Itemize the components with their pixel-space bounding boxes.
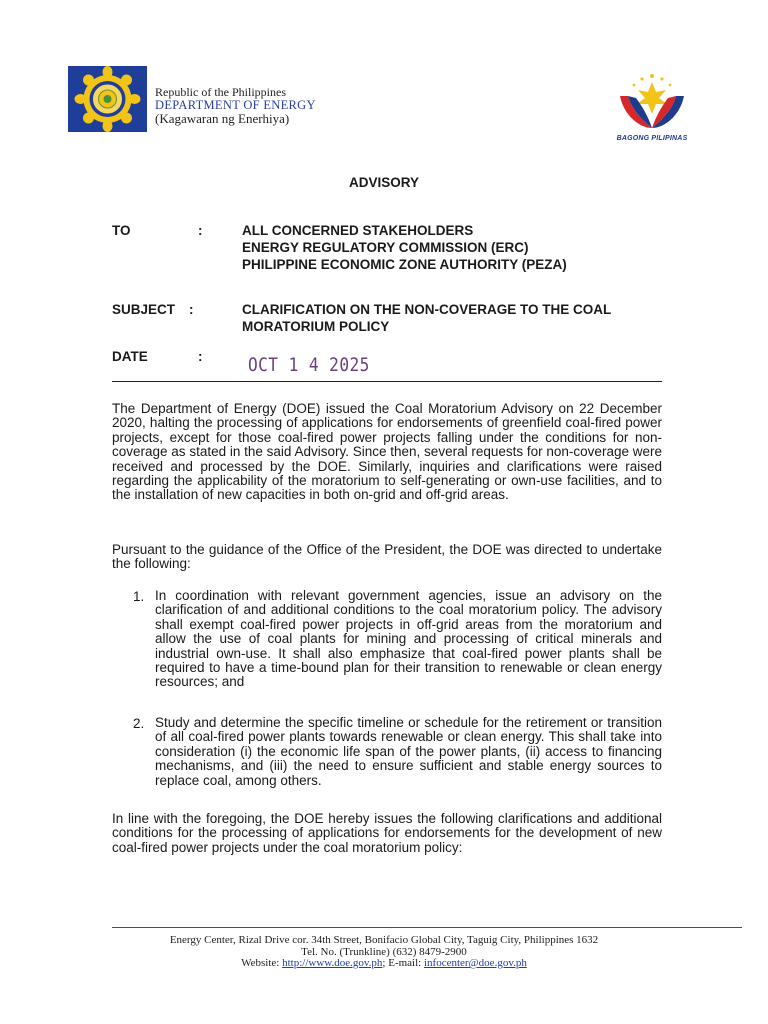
- advisory-title: ADVISORY: [348, 175, 419, 190]
- subject-colon: :: [189, 302, 194, 317]
- bagong-pilipinas-logo: [614, 70, 690, 132]
- recipients-list: [242, 222, 567, 273]
- footer-contact: [0, 958, 768, 970]
- subject-label: SUBJECT: [112, 302, 176, 317]
- body-paragraph-3: In line with the foregoing, the DOE hereby issues the following clarifications and additional conditions for the processing of applications for endorsements for the development of new coal-fired power projects under the coal moratorium policy:: [112, 811, 662, 855]
- date-colon: :: [198, 349, 203, 364]
- to-colon: :: [198, 223, 203, 238]
- footer-tel: Tel. No. (Trunkline) (632) 8479-2900: [301, 945, 467, 958]
- to-label: TO: [112, 223, 131, 238]
- footer: [0, 935, 768, 970]
- header-divider: [112, 381, 662, 382]
- footer-address: Energy Center, Rizal Drive cor. 34th Street, Bonifacio Global City, Taguig City, Philippines 1632: [169, 934, 599, 946]
- subject-line-2: MORATORIUM POLICY: [242, 319, 390, 334]
- agency-department-name: DEPARTMENT OF ENERGY: [155, 98, 316, 112]
- list-item-2: Study and determine the specific timeline or schedule for the retirement or transition of all coal-fired power plants towards renewable or clean energy. This shall take into consideration (i) the economic life span of the power plants, (ii) access to financing mechanisms, and (iii) the need to ensure sufficient and stable energy sources to replace coal, among others.: [155, 715, 662, 788]
- doe-seal-logo: [68, 66, 147, 132]
- list-item-1: In coordination with relevant government agencies, issue an advisory on the clarification of and additional conditions to the coal moratorium policy. The advisory shall exempt coal-fired power projects in off-grid areas from the moratorium and allow the use of coal plants for mining and processing of critical minerals and industrial own-use. It shall also emphasize that coal-fired power plants shall be required to have a time-bound plan for their transition to renewable or clean energy resources; and: [155, 588, 662, 690]
- bagong-pilipinas-text: BAGONG PILIPINAS: [616, 135, 688, 142]
- date-label: DATE: [112, 349, 148, 364]
- recipient-2: ENERGY REGULATORY COMMISSION (ERC): [242, 240, 529, 255]
- subject-line-1: CLARIFICATION ON THE NON-COVERAGE TO THE COAL: [242, 302, 612, 317]
- footer-website-label: Website:: [241, 957, 283, 969]
- list-item-number-2: 2.: [133, 716, 145, 731]
- bagong-pilipinas-emblem-icon: [614, 70, 690, 132]
- doe-sun-seal-icon: [68, 66, 147, 132]
- footer-email-label: ; E-mail:: [382, 957, 424, 969]
- agency-header: [155, 86, 316, 125]
- subject-text: [242, 301, 611, 335]
- email-link[interactable]: infocenter@doe.gov.ph: [423, 957, 527, 969]
- website-link[interactable]: http://www.doe.gov.ph: [282, 957, 383, 969]
- list-item-number-1: 1.: [133, 589, 145, 604]
- body-paragraph-1: The Department of Energy (DOE) issued the Coal Moratorium Advisory on 22 December 2020, halting the processing of applications for endorsements of greenfield coal-fired power projects, except for those coal-fired power projects falling under the conditions for non-coverage as stated in the said Advisory. Since then, several requests for non-coverage were received and processed by the DOE. Similarly, inquiries and clarifications were raised regarding the applicability of the moratorium to self-generating or own-use facilities, and to the installation of new capacities in both on-grid and off-grid areas.: [112, 401, 662, 503]
- body-paragraph-2: Pursuant to the guidance of the Office of the President, the DOE was directed to undertake the following:: [112, 542, 662, 572]
- recipient-3: PHILIPPINE ECONOMIC ZONE AUTHORITY (PEZA): [242, 257, 567, 272]
- agency-republic-line: Republic of the Philippines: [155, 85, 286, 99]
- recipient-1: ALL CONCERNED STAKEHOLDERS: [242, 223, 474, 238]
- agency-filipino-name: (Kagawaran ng Enerhiya): [155, 111, 290, 126]
- footer-divider: [112, 927, 742, 928]
- date-stamp: OCT 1 4 2025: [248, 354, 370, 376]
